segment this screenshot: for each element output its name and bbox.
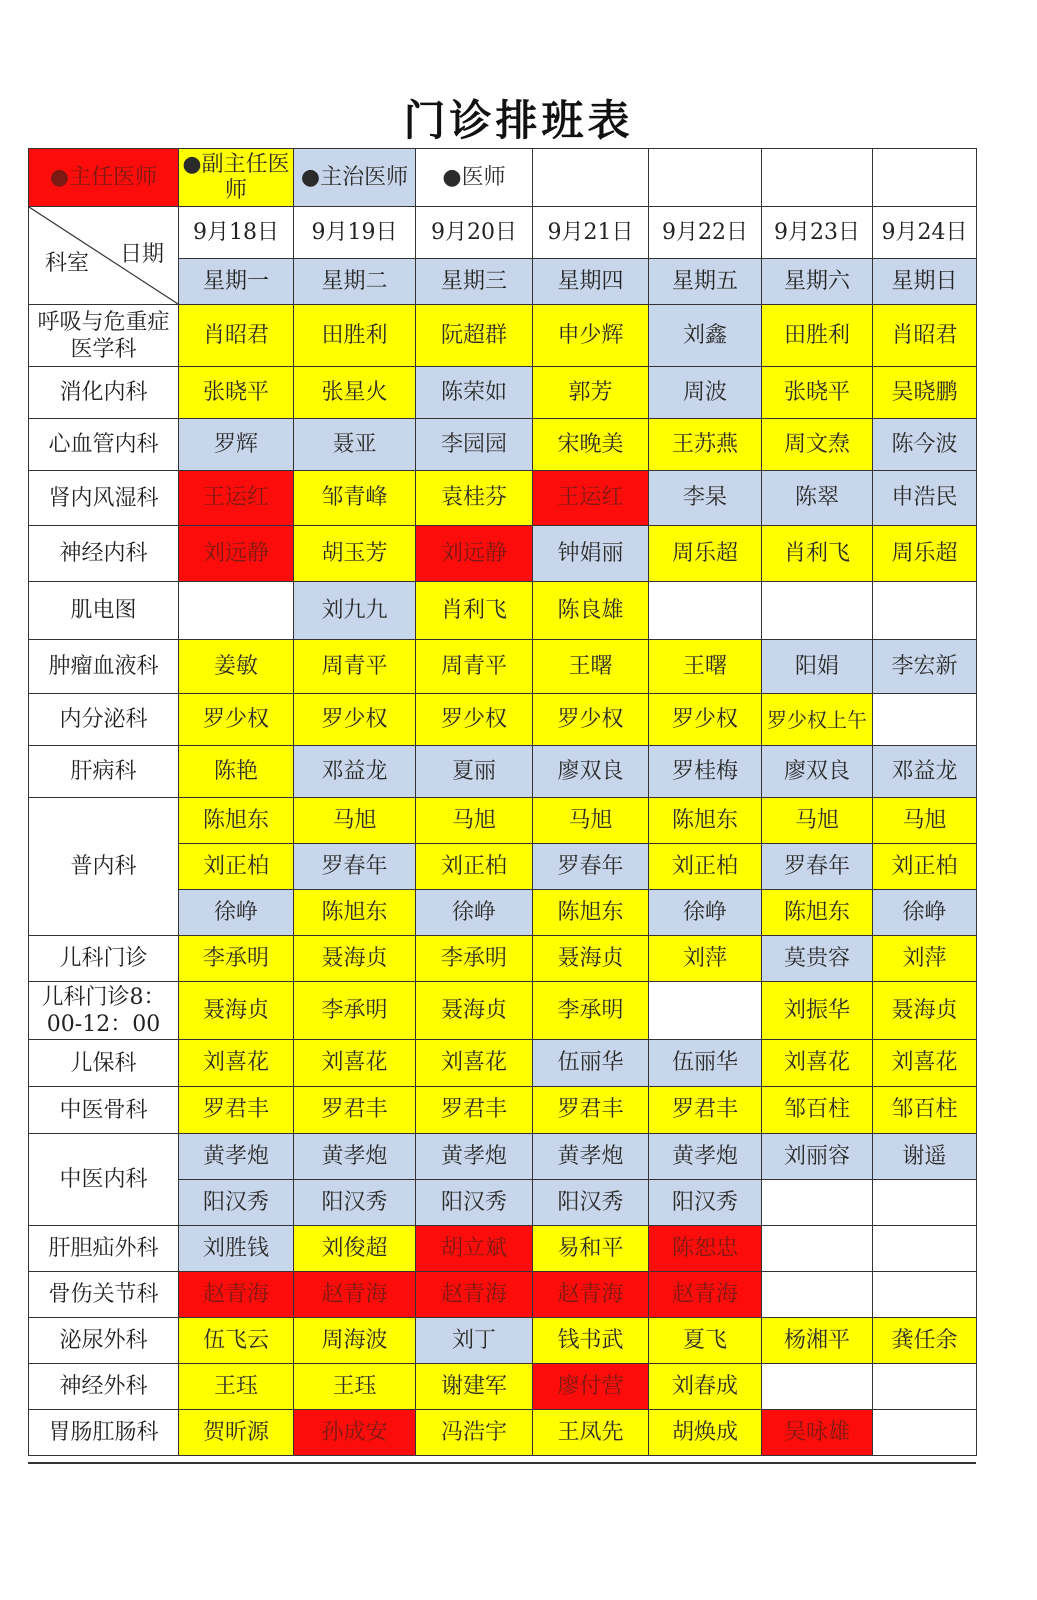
doctor-cell: 罗君丰 bbox=[533, 1087, 649, 1134]
doctor-cell: 伍丽华 bbox=[649, 1040, 762, 1087]
doctor-cell: 罗君丰 bbox=[416, 1087, 533, 1134]
weekday-cell: 星期四 bbox=[533, 259, 649, 305]
doctor-cell: 邹青峰 bbox=[294, 471, 416, 526]
doctor-cell: 阳汉秀 bbox=[179, 1180, 294, 1226]
table-row bbox=[29, 694, 977, 746]
page-title: 门诊排班表 bbox=[403, 96, 634, 145]
table-row bbox=[29, 1087, 977, 1134]
doctor-cell: 刘喜花 bbox=[294, 1040, 416, 1087]
table-row bbox=[29, 471, 977, 526]
doctor-cell: 李承明 bbox=[294, 982, 416, 1040]
doctor-cell: 黄孝炮 bbox=[649, 1134, 762, 1180]
doctor-cell: 肖昭君 bbox=[179, 305, 294, 367]
doctor-cell: 李宏新 bbox=[873, 640, 977, 694]
table-row bbox=[29, 640, 977, 694]
doctor-cell: 周青平 bbox=[294, 640, 416, 694]
date-cell: 9月21日 bbox=[533, 207, 649, 259]
date-row bbox=[29, 207, 977, 259]
legend-attending-physician: ●主治医师 bbox=[294, 149, 416, 207]
doctor-cell: 王珏 bbox=[179, 1364, 294, 1410]
doctor-cell: 刘正柏 bbox=[649, 844, 762, 890]
doctor-cell: 李承明 bbox=[533, 982, 649, 1040]
date-cell: 9月18日 bbox=[179, 207, 294, 259]
weekday-cell: 星期六 bbox=[762, 259, 873, 305]
doctor-cell: 刘正柏 bbox=[179, 844, 294, 890]
doctor-cell: 廖付营 bbox=[533, 1364, 649, 1410]
doctor-cell: 赵青海 bbox=[294, 1272, 416, 1318]
corner-header bbox=[29, 207, 179, 305]
department-name: 肾内风湿科 bbox=[29, 471, 179, 526]
doctor-cell: 王运红 bbox=[533, 471, 649, 526]
doctor-cell: 罗少权上午 bbox=[762, 694, 873, 746]
doctor-cell: 阳汉秀 bbox=[416, 1180, 533, 1226]
doctor-cell: 周波 bbox=[649, 367, 762, 419]
doctor-cell: 刘鑫 bbox=[649, 305, 762, 367]
table-row bbox=[29, 1134, 977, 1180]
doctor-cell bbox=[873, 1226, 977, 1272]
doctor-cell bbox=[873, 1272, 977, 1318]
doctor-cell: 邓益龙 bbox=[873, 746, 977, 798]
doctor-cell: 易和平 bbox=[533, 1226, 649, 1272]
doctor-cell: 王曙 bbox=[649, 640, 762, 694]
doctor-cell: 赵青海 bbox=[416, 1272, 533, 1318]
doctor-cell: 刘胜钱 bbox=[179, 1226, 294, 1272]
table-row bbox=[29, 367, 977, 419]
date-cell: 9月20日 bbox=[416, 207, 533, 259]
doctor-cell: 徐峥 bbox=[179, 890, 294, 936]
doctor-cell bbox=[873, 1180, 977, 1226]
doctor-cell bbox=[873, 694, 977, 746]
doctor-cell bbox=[762, 1226, 873, 1272]
department-name: 肝病科 bbox=[29, 746, 179, 798]
table-row bbox=[29, 746, 977, 798]
doctor-cell: 黄孝炮 bbox=[533, 1134, 649, 1180]
doctor-cell bbox=[762, 1180, 873, 1226]
doctor-cell: 罗春年 bbox=[762, 844, 873, 890]
doctor-cell: 胡玉芳 bbox=[294, 526, 416, 582]
doctor-cell: 杨湘平 bbox=[762, 1318, 873, 1364]
doctor-cell: 刘萍 bbox=[649, 936, 762, 982]
doctor-cell: 龚任余 bbox=[873, 1318, 977, 1364]
department-name: 心血管内科 bbox=[29, 419, 179, 471]
doctor-cell: 周乐超 bbox=[649, 526, 762, 582]
doctor-cell: 刘喜花 bbox=[416, 1040, 533, 1087]
doctor-cell bbox=[873, 1410, 977, 1456]
doctor-cell: 陈旭东 bbox=[762, 890, 873, 936]
doctor-cell: 廖双良 bbox=[533, 746, 649, 798]
doctor-cell: 申少辉 bbox=[533, 305, 649, 367]
doctor-cell: 陈良雄 bbox=[533, 582, 649, 640]
doctor-cell: 罗春年 bbox=[533, 844, 649, 890]
doctor-cell: 阳汉秀 bbox=[294, 1180, 416, 1226]
doctor-cell: 赵青海 bbox=[179, 1272, 294, 1318]
doctor-cell: 胡焕成 bbox=[649, 1410, 762, 1456]
doctor-cell: 陈旭东 bbox=[649, 798, 762, 844]
doctor-cell: 陈翠 bbox=[762, 471, 873, 526]
doctor-cell: 周青平 bbox=[416, 640, 533, 694]
doctor-cell: 徐峥 bbox=[873, 890, 977, 936]
doctor-cell: 肖利飞 bbox=[416, 582, 533, 640]
doctor-cell: 刘喜花 bbox=[762, 1040, 873, 1087]
doctor-cell: 李承明 bbox=[179, 936, 294, 982]
doctor-cell: 陈旭东 bbox=[533, 890, 649, 936]
department-name: 儿保科 bbox=[29, 1040, 179, 1087]
legend-physician: ●医师 bbox=[416, 149, 533, 207]
doctor-cell: 罗君丰 bbox=[649, 1087, 762, 1134]
department-name: 消化内科 bbox=[29, 367, 179, 419]
doctor-cell: 胡立斌 bbox=[416, 1226, 533, 1272]
doctor-cell: 罗辉 bbox=[179, 419, 294, 471]
doctor-cell: 张晓平 bbox=[179, 367, 294, 419]
table-row bbox=[29, 1272, 977, 1318]
doctor-cell: 刘丽容 bbox=[762, 1134, 873, 1180]
doctor-cell: 罗君丰 bbox=[294, 1087, 416, 1134]
doctor-cell: 阳汉秀 bbox=[533, 1180, 649, 1226]
doctor-cell: 马旭 bbox=[416, 798, 533, 844]
doctor-cell: 刘萍 bbox=[873, 936, 977, 982]
doctor-cell: 伍丽华 bbox=[533, 1040, 649, 1087]
department-name: 神经内科 bbox=[29, 526, 179, 582]
doctor-cell: 邹百柱 bbox=[873, 1087, 977, 1134]
doctor-cell: 肖利飞 bbox=[762, 526, 873, 582]
doctor-cell: 莫贵容 bbox=[762, 936, 873, 982]
department-name: 呼吸与危重症医学科 bbox=[29, 305, 179, 367]
department-name: 肝胆疝外科 bbox=[29, 1226, 179, 1272]
doctor-cell: 李园园 bbox=[416, 419, 533, 471]
doctor-cell: 聂亚 bbox=[294, 419, 416, 471]
doctor-cell: 刘正柏 bbox=[416, 844, 533, 890]
doctor-cell: 田胜利 bbox=[294, 305, 416, 367]
doctor-cell: 刘远静 bbox=[179, 526, 294, 582]
doctor-cell: 罗少权 bbox=[179, 694, 294, 746]
table-row bbox=[29, 798, 977, 844]
doctor-cell: 阳汉秀 bbox=[649, 1180, 762, 1226]
doctor-cell: 马旭 bbox=[762, 798, 873, 844]
doctor-cell: 刘振华 bbox=[762, 982, 873, 1040]
date-cell: 9月23日 bbox=[762, 207, 873, 259]
table-row bbox=[29, 526, 977, 582]
doctor-cell: 徐峥 bbox=[649, 890, 762, 936]
doctor-cell: 王运红 bbox=[179, 471, 294, 526]
doctor-cell: 黄孝炮 bbox=[416, 1134, 533, 1180]
doctor-cell: 吴晓鹏 bbox=[873, 367, 977, 419]
doctor-cell: 罗少权 bbox=[649, 694, 762, 746]
doctor-cell: 王苏燕 bbox=[649, 419, 762, 471]
doctor-cell: 陈今波 bbox=[873, 419, 977, 471]
department-name: 内分泌科 bbox=[29, 694, 179, 746]
doctor-cell: 廖双良 bbox=[762, 746, 873, 798]
doctor-cell bbox=[649, 982, 762, 1040]
department-name: 中医骨科 bbox=[29, 1087, 179, 1134]
date-cell: 9月24日 bbox=[873, 207, 977, 259]
doctor-cell bbox=[179, 582, 294, 640]
department-name: 神经外科 bbox=[29, 1364, 179, 1410]
table-row bbox=[29, 1226, 977, 1272]
doctor-cell: 聂海贞 bbox=[416, 982, 533, 1040]
table-row bbox=[29, 582, 977, 640]
doctor-cell: 陈荣如 bbox=[416, 367, 533, 419]
doctor-cell: 周海波 bbox=[294, 1318, 416, 1364]
department-name: 儿科门诊 bbox=[29, 936, 179, 982]
doctor-cell: 谢遥 bbox=[873, 1134, 977, 1180]
doctor-cell: 刘正柏 bbox=[873, 844, 977, 890]
table-row bbox=[29, 1364, 977, 1410]
weekday-cell: 星期五 bbox=[649, 259, 762, 305]
department-name: 肌电图 bbox=[29, 582, 179, 640]
department-name: 胃肠肛肠科 bbox=[29, 1410, 179, 1456]
doctor-cell: 阮超群 bbox=[416, 305, 533, 367]
doctor-cell: 袁桂芬 bbox=[416, 471, 533, 526]
doctor-cell: 夏丽 bbox=[416, 746, 533, 798]
doctor-cell: 刘丁 bbox=[416, 1318, 533, 1364]
doctor-cell: 聂海贞 bbox=[873, 982, 977, 1040]
weekday-cell: 星期三 bbox=[416, 259, 533, 305]
corner-date-label: 日期 bbox=[119, 242, 164, 267]
doctor-cell: 罗少权 bbox=[533, 694, 649, 746]
doctor-cell: 田胜利 bbox=[762, 305, 873, 367]
doctor-cell: 聂海贞 bbox=[179, 982, 294, 1040]
doctor-cell: 黄孝炮 bbox=[179, 1134, 294, 1180]
doctor-cell: 赵青海 bbox=[649, 1272, 762, 1318]
doctor-cell: 郭芳 bbox=[533, 367, 649, 419]
schedule-table bbox=[28, 148, 977, 1456]
doctor-cell: 徐峥 bbox=[416, 890, 533, 936]
doctor-cell: 罗春年 bbox=[294, 844, 416, 890]
department-name: 骨伤关节科 bbox=[29, 1272, 179, 1318]
doctor-cell: 邓益龙 bbox=[294, 746, 416, 798]
doctor-cell: 周文焘 bbox=[762, 419, 873, 471]
corner-dept-label: 科室 bbox=[45, 251, 90, 276]
doctor-cell bbox=[873, 1364, 977, 1410]
doctor-cell: 孙成安 bbox=[294, 1410, 416, 1456]
doctor-cell: 刘春成 bbox=[649, 1364, 762, 1410]
doctor-cell: 夏飞 bbox=[649, 1318, 762, 1364]
doctor-cell: 刘俊超 bbox=[294, 1226, 416, 1272]
doctor-cell: 陈旭东 bbox=[294, 890, 416, 936]
doctor-cell: 李承明 bbox=[416, 936, 533, 982]
doctor-cell: 马旭 bbox=[873, 798, 977, 844]
doctor-cell bbox=[762, 1272, 873, 1318]
doctor-cell: 罗少权 bbox=[294, 694, 416, 746]
doctor-cell: 刘九九 bbox=[294, 582, 416, 640]
table-row bbox=[29, 1040, 977, 1087]
doctor-cell: 马旭 bbox=[533, 798, 649, 844]
doctor-cell bbox=[649, 582, 762, 640]
doctor-cell: 罗君丰 bbox=[179, 1087, 294, 1134]
doctor-cell: 赵青海 bbox=[533, 1272, 649, 1318]
table-row bbox=[29, 305, 977, 367]
department-name: 儿科门诊8：00-12：00 bbox=[29, 982, 179, 1040]
doctor-cell: 张晓平 bbox=[762, 367, 873, 419]
doctor-cell: 张星火 bbox=[294, 367, 416, 419]
doctor-cell: 罗桂梅 bbox=[649, 746, 762, 798]
doctor-cell: 姜敏 bbox=[179, 640, 294, 694]
weekday-cell: 星期一 bbox=[179, 259, 294, 305]
doctor-cell bbox=[762, 1364, 873, 1410]
doctor-cell: 黄孝炮 bbox=[294, 1134, 416, 1180]
doctor-cell: 谢建军 bbox=[416, 1364, 533, 1410]
doctor-cell: 伍飞云 bbox=[179, 1318, 294, 1364]
department-name: 普内科 bbox=[29, 798, 179, 936]
doctor-cell: 聂海贞 bbox=[533, 936, 649, 982]
table-row bbox=[29, 1410, 977, 1456]
doctor-cell: 吴咏雄 bbox=[762, 1410, 873, 1456]
department-name: 中医内科 bbox=[29, 1134, 179, 1226]
doctor-cell: 聂海贞 bbox=[294, 936, 416, 982]
doctor-cell bbox=[873, 582, 977, 640]
doctor-cell: 王凤先 bbox=[533, 1410, 649, 1456]
doctor-cell: 罗少权 bbox=[416, 694, 533, 746]
doctor-cell: 宋晚美 bbox=[533, 419, 649, 471]
weekday-cell: 星期日 bbox=[873, 259, 977, 305]
doctor-cell: 王曙 bbox=[533, 640, 649, 694]
department-name: 肿瘤血液科 bbox=[29, 640, 179, 694]
legend-row bbox=[29, 149, 977, 207]
doctor-cell: 王珏 bbox=[294, 1364, 416, 1410]
table-row bbox=[29, 1318, 977, 1364]
doctor-cell: 刘喜花 bbox=[873, 1040, 977, 1087]
doctor-cell: 周乐超 bbox=[873, 526, 977, 582]
doctor-cell: 陈恕忠 bbox=[649, 1226, 762, 1272]
legend-chief-physician: ●主任医师 bbox=[29, 149, 179, 207]
doctor-cell: 钱书武 bbox=[533, 1318, 649, 1364]
doctor-cell: 肖昭君 bbox=[873, 305, 977, 367]
doctor-cell: 邹百柱 bbox=[762, 1087, 873, 1134]
doctor-cell: 阳娟 bbox=[762, 640, 873, 694]
date-cell: 9月19日 bbox=[294, 207, 416, 259]
doctor-cell: 贺昕源 bbox=[179, 1410, 294, 1456]
doctor-cell: 李杲 bbox=[649, 471, 762, 526]
doctor-cell: 陈艳 bbox=[179, 746, 294, 798]
doctor-cell: 钟娟丽 bbox=[533, 526, 649, 582]
doctor-cell bbox=[762, 582, 873, 640]
date-cell: 9月22日 bbox=[649, 207, 762, 259]
doctor-cell: 冯浩宇 bbox=[416, 1410, 533, 1456]
department-name: 泌尿外科 bbox=[29, 1318, 179, 1364]
table-row bbox=[29, 982, 977, 1040]
doctor-cell: 陈旭东 bbox=[179, 798, 294, 844]
doctor-cell: 刘喜花 bbox=[179, 1040, 294, 1087]
doctor-cell: 刘远静 bbox=[416, 526, 533, 582]
doctor-cell: 马旭 bbox=[294, 798, 416, 844]
table-row bbox=[29, 419, 977, 471]
legend-associate-chief-physician: ●副主任医师 bbox=[179, 149, 294, 207]
doctor-cell: 申浩民 bbox=[873, 471, 977, 526]
table-row bbox=[29, 936, 977, 982]
table-bottom-rule bbox=[28, 1462, 976, 1464]
weekday-cell: 星期二 bbox=[294, 259, 416, 305]
